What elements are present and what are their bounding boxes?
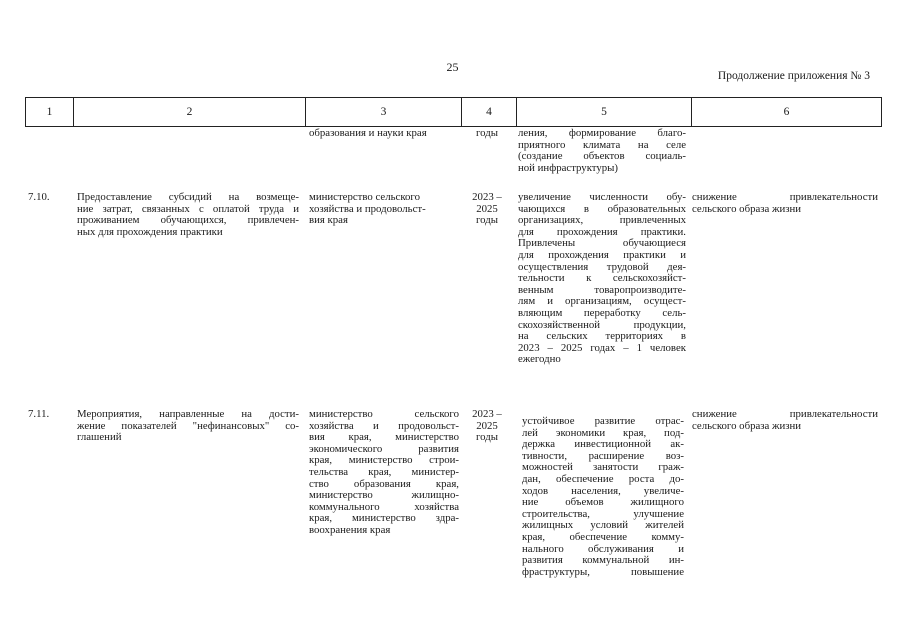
text-line: проживанием обучающихся, привлечен- <box>77 214 299 227</box>
column-header: 4 <box>462 98 517 127</box>
text-line: 2025 <box>476 419 498 432</box>
text-line: устойчивое развитие отрас- <box>522 415 684 427</box>
text-line: 7.11. <box>28 408 50 420</box>
column-header: 5 <box>517 98 692 127</box>
text-line: коммунального хозяйства <box>309 500 459 513</box>
text-line: края, министерство здра- <box>309 512 459 525</box>
column-header: 6 <box>692 98 882 127</box>
row-name <box>77 409 299 444</box>
text-line: хозяйства и продовольст- <box>309 419 459 432</box>
row-period <box>463 192 511 227</box>
text-line: на сельских территориях в <box>518 330 686 343</box>
text-line: края, обеспечение комму- <box>522 530 684 543</box>
text-line: венным товаропроизводите- <box>518 283 686 296</box>
text-line: Привлечены обучающиеся <box>518 237 686 250</box>
text-line: тельства края, министер- <box>309 465 459 478</box>
appendix-note: Продолжение приложения № 3 <box>717 70 870 82</box>
text-line: Предоставление субсидий на возмеще- <box>77 191 299 203</box>
text-line: ходов населения, увеличе- <box>522 484 684 497</box>
text-line: Мероприятия, направленные на дости- <box>77 408 299 420</box>
text-line: годы <box>476 431 498 444</box>
text-line: приятного климата на селе <box>518 138 686 151</box>
row-result <box>518 192 686 366</box>
continuation-period <box>463 128 511 140</box>
text-line: можностей занятости граж- <box>522 461 684 474</box>
page-number: 25 <box>446 60 459 74</box>
text-line: ления, формирование благо- <box>518 127 686 139</box>
row-executor <box>309 192 459 227</box>
row-number <box>28 409 68 421</box>
text-line: воохранения края <box>309 523 391 536</box>
column-header-row <box>26 98 882 127</box>
text-line: края, министерство строи- <box>309 454 459 467</box>
row-period <box>463 409 511 444</box>
row-result <box>522 416 684 578</box>
text-line: (создание объектов социаль- <box>518 150 686 163</box>
text-line: 7.10. <box>28 191 50 203</box>
continuation-executor <box>309 128 459 140</box>
text-line: увеличение численности обу- <box>518 191 686 203</box>
text-line: чающихся в образовательных <box>518 202 686 215</box>
text-line: ство образования края, <box>309 477 459 490</box>
row-name <box>77 192 299 238</box>
text-line: ных для прохождения практики <box>77 225 223 238</box>
text-line: держка инвестиционной ак- <box>522 438 684 451</box>
text-line: ние затрат, связанных с оплатой труда и <box>77 202 299 215</box>
text-line: фраструктуры, повышение <box>522 565 684 578</box>
text-line: хозяйства и продовольст- <box>309 202 426 215</box>
text-line: глашений <box>77 431 122 444</box>
text-line: жилищных условий жителей <box>522 519 684 532</box>
column-header: 1 <box>26 98 74 127</box>
text-line: снижение привлекательности <box>692 408 878 420</box>
column-header: 3 <box>306 98 462 127</box>
row-number <box>28 192 68 204</box>
row-risk <box>692 192 878 215</box>
text-line: сельского образа жизни <box>692 419 802 432</box>
text-line: для прохождения практики. <box>518 225 686 238</box>
text-line: развития коммунальной ин- <box>522 554 684 567</box>
text-line: организациях, привлеченных <box>518 214 686 227</box>
text-line: осуществления трудовой дея- <box>518 260 686 273</box>
text-line: скохозяйственной продукции, <box>518 318 686 331</box>
text-line: министерство жилищно- <box>309 489 459 502</box>
text-line: годы <box>476 127 498 139</box>
text-line: тельности к сельскохозяйст- <box>518 272 686 285</box>
text-line: ной инфраструктуры) <box>518 161 619 174</box>
text-line: ежегодно <box>518 353 561 366</box>
text-line: 2023 – <box>472 191 502 203</box>
text-line: годы <box>476 214 498 227</box>
text-line: вия края, министерство <box>309 431 459 444</box>
text-line: министерство сельского <box>309 408 459 420</box>
continuation-result <box>518 128 686 174</box>
text-line: вия края <box>309 214 348 227</box>
text-line: жение показателей "нефинансовых" со- <box>77 419 299 432</box>
row-executor <box>309 409 459 537</box>
text-line: министерство сельского <box>309 191 420 203</box>
column-header: 2 <box>74 98 306 127</box>
text-line: нального обслуживания и <box>522 542 684 555</box>
text-line: сельского образа жизни <box>692 202 802 215</box>
text-line: ние объемов жилищного <box>522 496 684 509</box>
text-line: 2023 – <box>472 408 502 420</box>
text-line: экономического развития <box>309 442 459 455</box>
text-line: образования и науки края <box>309 127 427 139</box>
text-line: снижение привлекательности <box>692 191 878 203</box>
text-line: для прохождения практики и <box>518 248 686 261</box>
text-line: вляющим переработку сель- <box>518 306 686 319</box>
row-risk <box>692 409 878 432</box>
column-header-table <box>25 97 882 127</box>
text-line: тивности, расширение воз- <box>522 449 684 462</box>
text-line: 2025 <box>476 202 498 215</box>
text-line: лям и организациям, осущест- <box>518 295 686 308</box>
text-line: строительства, улучшение <box>522 507 684 520</box>
text-line: лей экономики края, под- <box>522 426 684 439</box>
text-line: 2023 – 2025 годах – 1 человек <box>518 341 686 354</box>
text-line: дан, обеспечение роста до- <box>522 472 684 485</box>
